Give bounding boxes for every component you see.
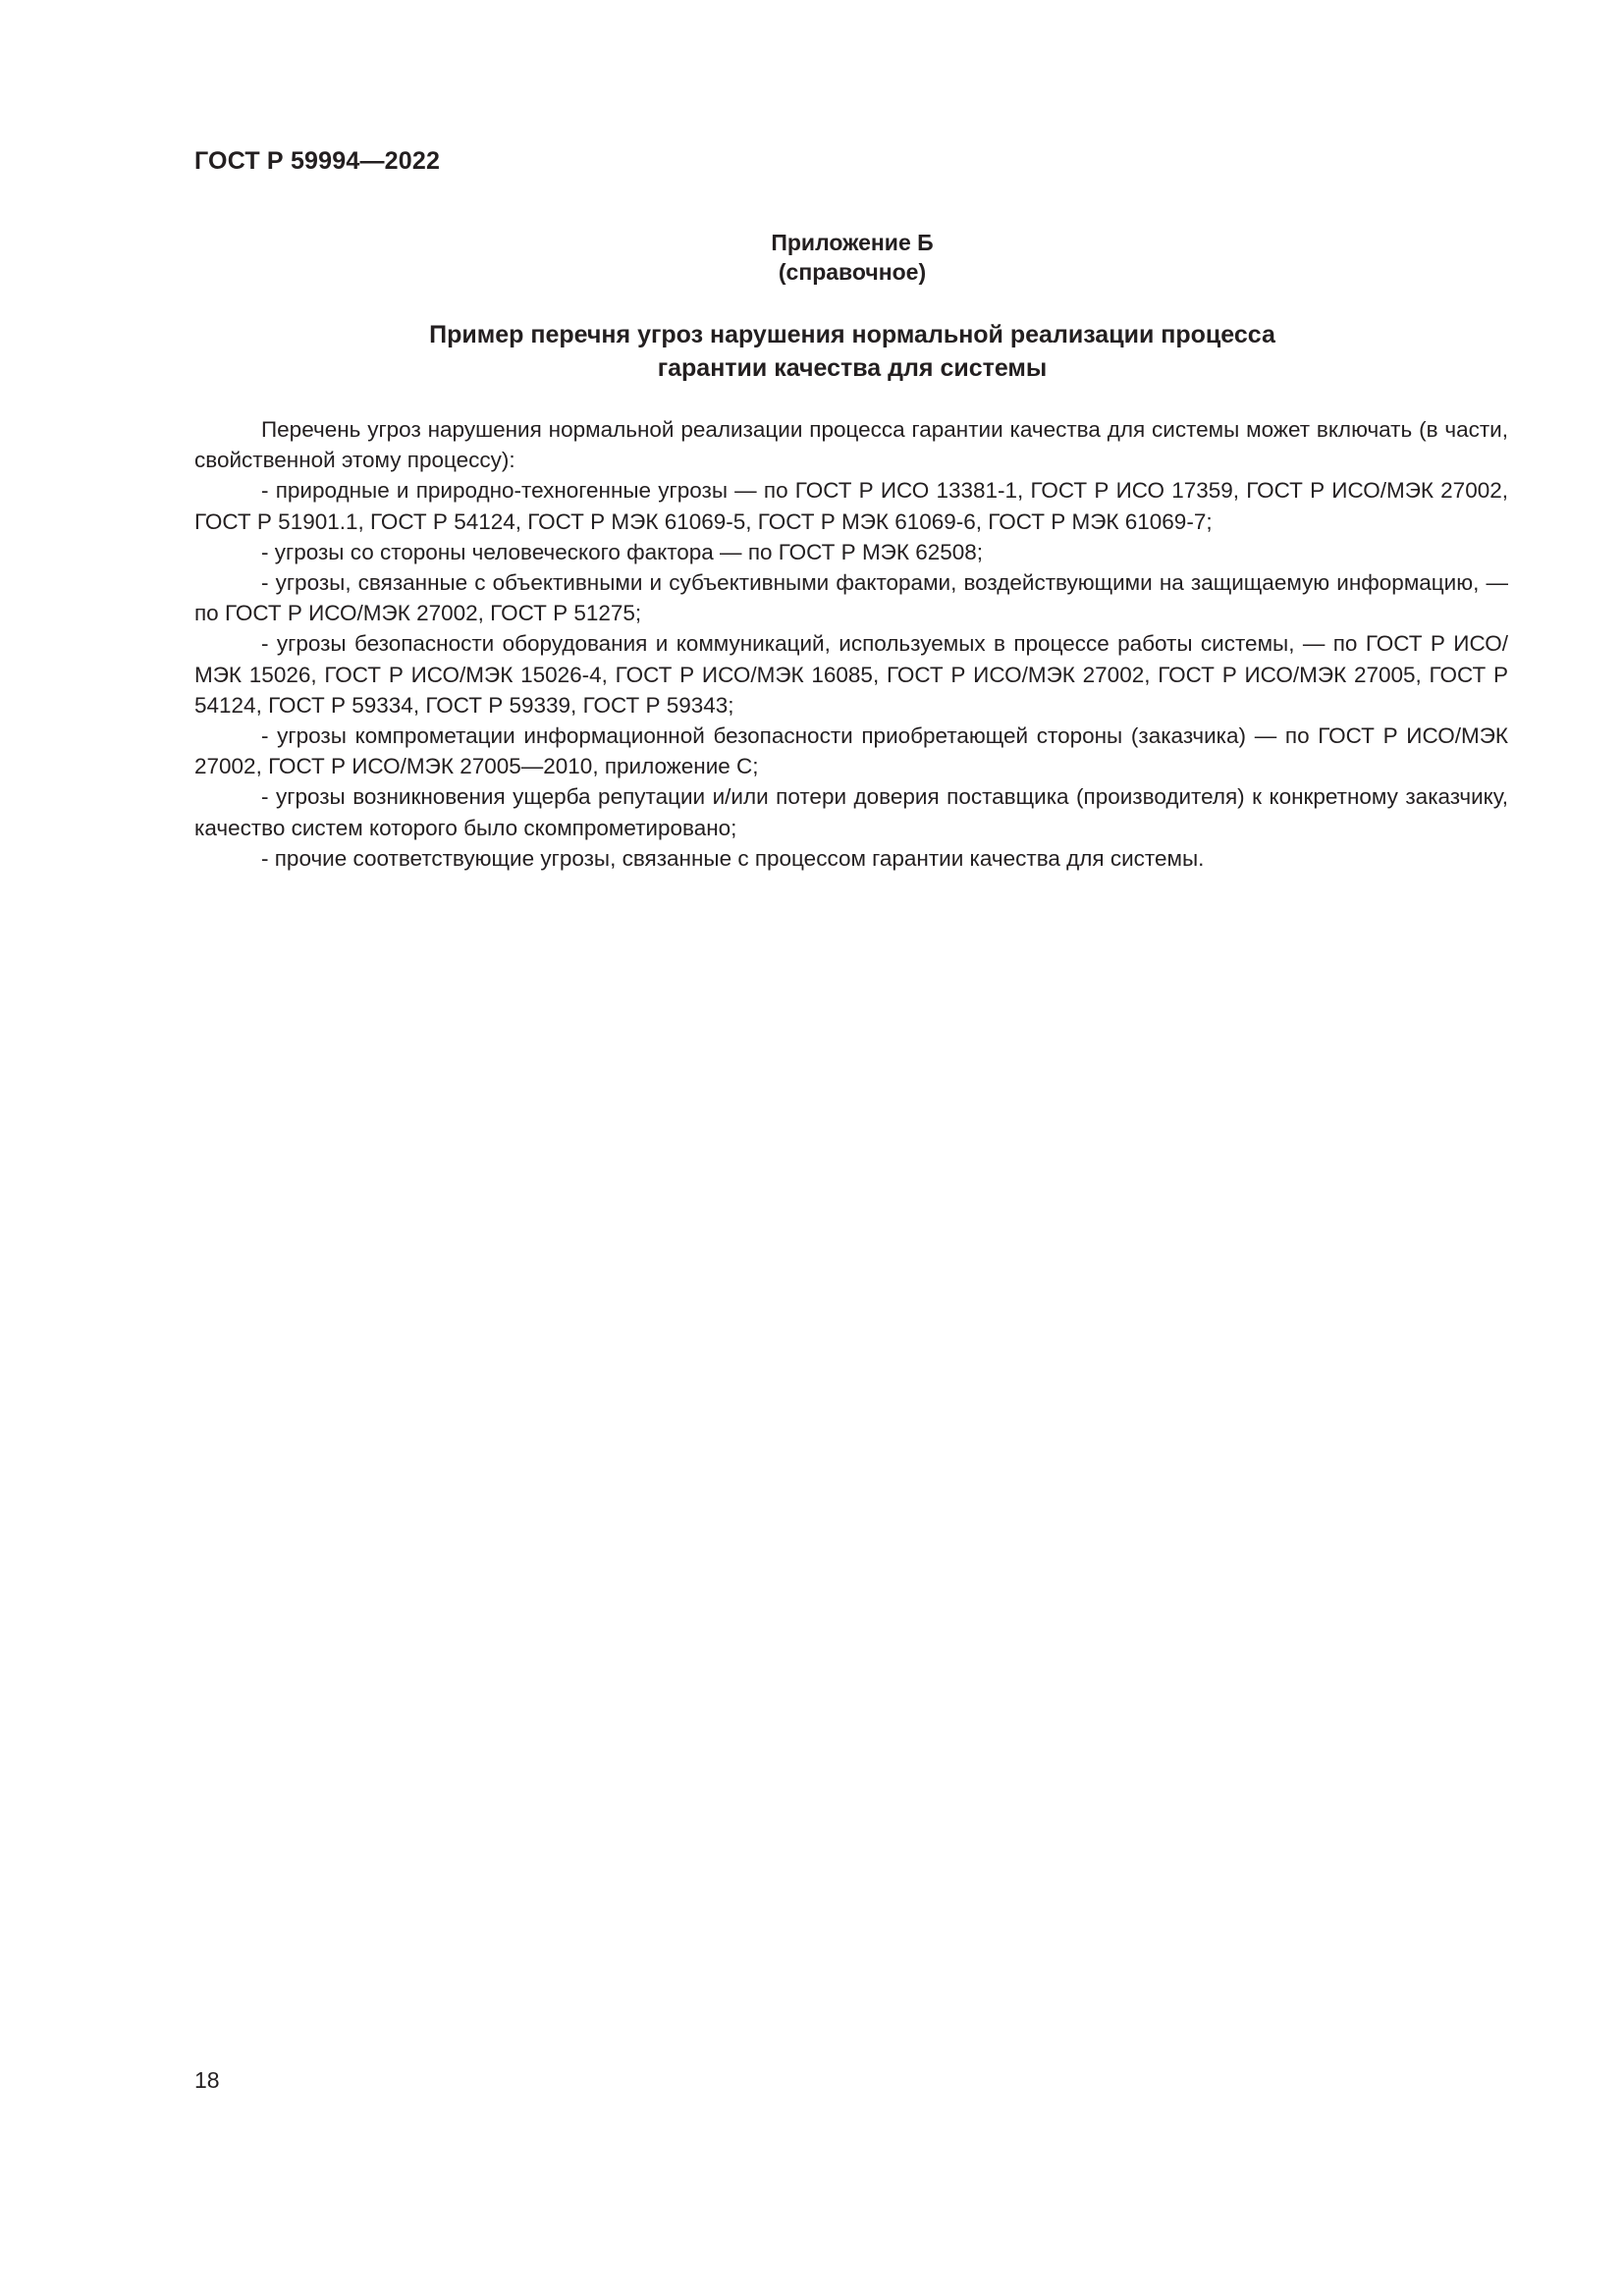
annex-title (194, 318, 1510, 385)
page-number: 18 (194, 2067, 220, 2093)
document-code-header: ГОСТ Р 59994—2022 (194, 147, 441, 175)
body-text (194, 414, 1508, 874)
annex-label: Приложение Б (771, 230, 934, 255)
annex-heading (194, 228, 1510, 287)
annex-type: (справочное) (778, 259, 927, 285)
list-item: - угрозы возникновения ущерба репутации и/или потери доверия поставщика (производителя) к конкретному заказчику, качество систем которого было скомпрометировано; (194, 784, 1508, 840)
list-item: - прочие соответствующие угрозы, связанные с процессом гарантии качества для системы. (261, 845, 1205, 871)
annex-title-line-2: гарантии качества для системы (657, 354, 1048, 382)
list-item: - угрозы со стороны человеческого фактора — по ГОСТ Р МЭК 62508; (261, 539, 984, 564)
list-item: - природные и природно-техногенные угрозы — по ГОСТ Р ИСО 13381-1, ГОСТ Р ИСО 17359, ГОСТ Р ИСО/МЭК 27002, ГОСТ Р 51901.1, ГОСТ Р 54124, ГОСТ Р МЭК 61069-5, ГОСТ Р МЭК 61069-6, ГОСТ Р МЭК 61069-7; (194, 478, 1508, 534)
list-item: - угрозы, связанные с объективными и субъективными факторами, воздействующими на защищаемую информацию, — по ГОСТ Р ИСО/МЭК 27002, ГОСТ Р 51275; (194, 570, 1508, 626)
intro-paragraph: Перечень угроз нарушения нормальной реализации процесса гарантии качества для системы может включать (в части, свойственной этому процессу): (194, 417, 1508, 473)
annex-title-line-1: Пример перечня угроз нарушения нормальной реализации процесса (429, 321, 1275, 348)
list-item: - угрозы безопасности оборудования и коммуникаций, используемых в процессе работы системы, — по ГОСТ Р ИСО/МЭК 15026, ГОСТ Р ИСО/МЭК 15026-4, ГОСТ Р ИСО/МЭК 16085, ГОСТ Р ИСО/МЭК 27002, ГОСТ Р ИСО/МЭК 27005, ГОСТ Р 54124, ГОСТ Р 59334, ГОСТ Р 59339, ГОСТ Р 59343; (194, 631, 1508, 718)
list-item: - угрозы компрометации информационной безопасности приобретающей стороны (заказчика) — по ГОСТ Р ИСО/МЭК 27002, ГОСТ Р ИСО/МЭК 27005—2010, приложение С; (194, 723, 1508, 779)
